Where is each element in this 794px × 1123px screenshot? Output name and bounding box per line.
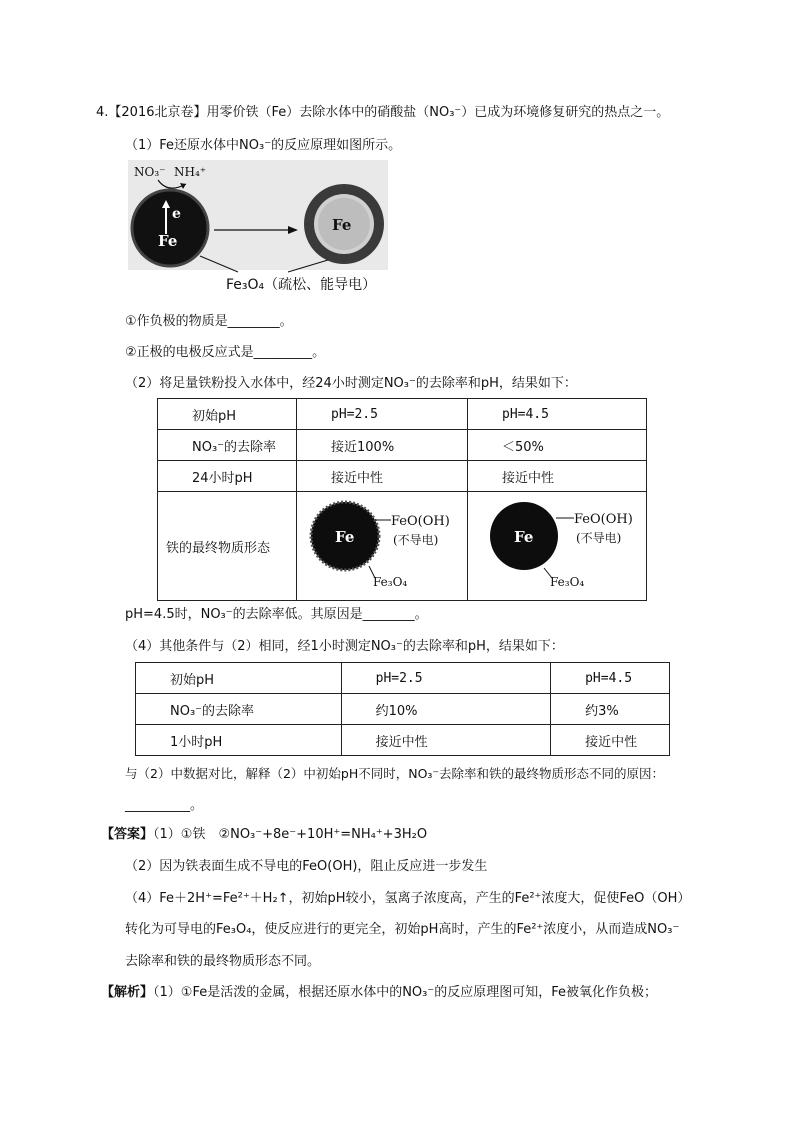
table-row	[158, 399, 647, 430]
part1-q2: ②正极的电极反应式是_________。	[125, 345, 326, 360]
iron-form-ph25	[297, 492, 467, 596]
iron-fe-label: Fe	[335, 528, 355, 546]
table-cell: 接近100%	[297, 430, 468, 461]
table-cell: pH=2.5	[341, 663, 550, 694]
part2-question: pH=4.5时，NO₃⁻的去除率低。其原因是________。	[125, 607, 428, 622]
feooh-label: FeO(OH)	[574, 512, 633, 527]
analysis-text: （1）①Fe是活泼的金属，根据还原水体中的NO₃⁻的反应原理图可知，Fe被氧化作负极；	[153, 985, 658, 1000]
iron-fe-label: Fe	[514, 528, 534, 546]
feooh-label: FeO(OH)	[391, 514, 450, 529]
table-cell: 初始pH	[158, 399, 297, 430]
analysis-tag: 【解析】	[101, 985, 154, 1000]
question-number: 4.	[96, 105, 109, 120]
question-header	[96, 104, 669, 122]
answer-part4-line3: 去除率和铁的最终物质形态不同。	[125, 954, 321, 969]
fe3o4-label: Fe₃O₄	[550, 575, 585, 589]
table-cell: NO₃⁻的去除率	[158, 430, 297, 461]
table-cell-image	[468, 492, 647, 601]
table-cell: pH=4.5	[468, 399, 647, 430]
table-cell: pH=2.5	[297, 399, 468, 430]
table-24h	[157, 398, 647, 601]
table-cell: 24小时pH	[158, 461, 297, 492]
table-cell: ＜50%	[468, 430, 647, 461]
table-cell: 初始pH	[136, 663, 342, 694]
part4-question-line2: __________。	[125, 798, 204, 813]
fig-e-label: e	[172, 206, 181, 222]
fig-no3-label: NO₃⁻	[134, 165, 166, 179]
question-source: 【2016北京卷】	[108, 105, 207, 120]
table-cell: 1小时pH	[136, 725, 342, 756]
not-conductive-note: (不导电)	[576, 531, 622, 545]
table-cell: 接近中性	[468, 461, 647, 492]
table-cell: 接近中性	[341, 725, 550, 756]
answer-part2: （2）因为铁表面生成不导电的FeO(OH)，阻止反应进一步发生	[125, 859, 488, 874]
table-row	[158, 461, 647, 492]
table-cell: 接近中性	[297, 461, 468, 492]
table-cell: NO₃⁻的去除率	[136, 694, 342, 725]
answer-tag: 【答案】	[101, 827, 154, 842]
part4-intro: （4）其他条件与（2）相同，经1小时测定NO₃⁻的去除率和pH，结果如下：	[125, 639, 564, 654]
not-conductive-note: (不导电)	[393, 533, 439, 547]
table-cell: 接近中性	[551, 725, 670, 756]
figure-caption: Fe₃O₄（疏松、能导电）	[226, 277, 377, 293]
fig-right-fe-label: Fe	[332, 216, 352, 234]
table-row	[136, 694, 670, 725]
answer-part4-line1: （4）Fe＋2H⁺=Fe²⁺＋H₂↑，初始pH较小，氢离子浓度高，产生的Fe²⁺浓度大，促使FeO（OH）	[125, 891, 691, 906]
question-stem: 用零价铁（Fe）去除水体中的硝酸盐（NO₃⁻）已成为环境修复研究的热点之一。	[206, 105, 670, 120]
fe3o4-label: Fe₃O₄	[373, 575, 408, 589]
part4-question-line1: 与（2）中数据对比，解释（2）中初始pH不同时，NO₃⁻去除率和铁的最终物质形态不同的原因：	[125, 766, 665, 781]
table-cell: pH=4.5	[551, 663, 670, 694]
table-row	[158, 492, 647, 601]
answer-part4-line2: 转化为可导电的Fe₃O₄，使反应进行的更完全，初始pH高时，产生的Fe²⁺浓度小，从而造成NO₃⁻	[125, 922, 680, 937]
part2-intro: （2）将足量铁粉投入水体中，经24小时测定NO₃⁻的去除率和pH，结果如下：	[125, 376, 577, 391]
table-row	[158, 430, 647, 461]
fig-left-fe-label: Fe	[158, 232, 178, 250]
table-cell: 约3%	[551, 694, 670, 725]
answer-line1	[101, 826, 427, 844]
table-cell: 约10%	[341, 694, 550, 725]
analysis-line	[101, 984, 657, 1002]
part1-intro: （1）Fe还原水体中NO₃⁻的反应原理如图所示。	[125, 138, 402, 153]
iron-form-ph45	[468, 492, 646, 596]
table-cell: 铁的最终物质形态	[158, 492, 297, 601]
part1-q1: ①作负极的物质是________。	[125, 314, 293, 329]
answer-part1: （1）①铁 ②NO₃⁻+8e⁻+10H⁺=NH₄⁺+3H₂O	[153, 827, 428, 842]
table-row	[136, 725, 670, 756]
table-row	[136, 663, 670, 694]
fig-nh4-label: NH₄⁺	[174, 165, 207, 179]
table-1h	[135, 662, 670, 756]
table-cell-image	[297, 492, 468, 601]
